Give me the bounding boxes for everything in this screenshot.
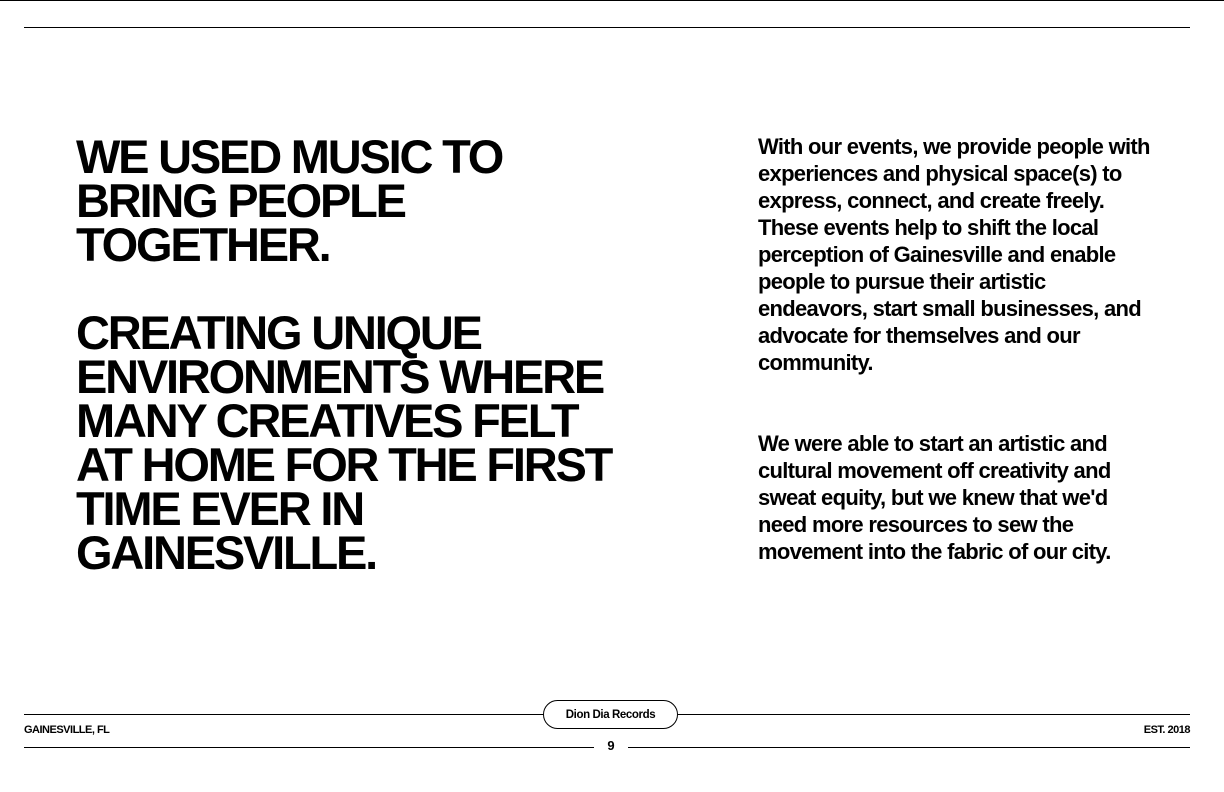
- header-divider: [24, 27, 1190, 28]
- footer-divider-right: [678, 714, 1190, 715]
- brand-badge: Dion Dia Records: [543, 700, 678, 729]
- top-edge-divider: [0, 0, 1224, 1]
- headline-music: WE USED MUSIC TO BRING PEOPLE TOGETHER.: [76, 130, 503, 271]
- page-number-divider-right: [628, 747, 1190, 748]
- page-number-divider-left: [24, 747, 594, 748]
- body-paragraph-events: With our events, we provide people with experiences and physical space(s) to express, connect, and create freely. These events help to shift the local perception of Gainesville and enable people to pursue their artistic endeavors, start small businesses, and advocate for themselves and our community.: [758, 134, 1150, 375]
- page-number: 9: [607, 738, 615, 753]
- headline-environments: CREATING UNIQUE ENVIRONMENTS WHERE MANY CREATIVES FELT AT HOME FOR THE FIRST TIME EVER IN GAINESVILLE.: [76, 306, 612, 579]
- body-paragraph-movement: We were able to start an artistic and cultural movement off creativity and sweat equity, but we knew that we'd need more resources to sew the movement into the fabric of our city.: [758, 431, 1111, 564]
- footer-established: EST. 2018: [1143, 724, 1190, 736]
- footer-divider-left: [24, 714, 544, 715]
- footer-location: GAINESVILLE, FL: [24, 724, 110, 736]
